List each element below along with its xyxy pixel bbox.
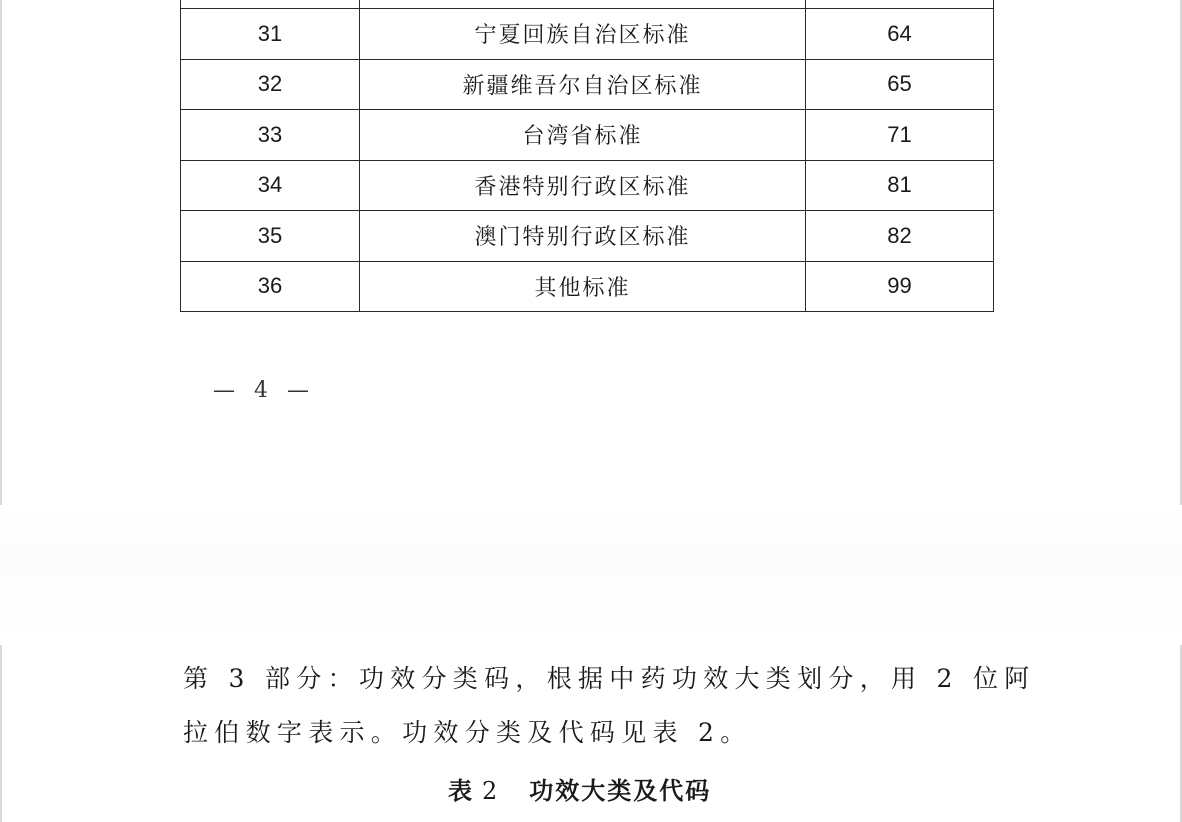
standards-code-table — [180, 0, 994, 312]
row-index: 36 — [181, 261, 360, 312]
table-caption-title: 功效大类及代码 — [529, 776, 712, 805]
row-index: 32 — [181, 59, 360, 110]
row-standard-name: 宁夏回族自治区标准 — [360, 9, 806, 60]
table-row — [181, 160, 994, 211]
table-row — [181, 211, 994, 262]
table-caption-number: 2 — [482, 777, 500, 805]
paragraph-line-1: 第 3 部分：功效分类码，根据中药功效大类划分，用 2 位阿 — [183, 664, 1036, 693]
table-row-partial — [181, 0, 994, 9]
row-code: 99 — [806, 261, 994, 312]
row-index: 33 — [181, 110, 360, 161]
row-index: 35 — [181, 211, 360, 262]
page-number: — 4 — — [213, 378, 315, 403]
paragraph-line-2: 拉伯数字表示。功效分类及代码见表 2。 — [183, 718, 752, 747]
row-standard-name: 其他标准 — [360, 261, 806, 312]
row-code: 82 — [806, 211, 994, 262]
row-standard-name: 澳门特别行政区标准 — [360, 211, 806, 262]
table-row — [181, 261, 994, 312]
page-break-gap — [0, 505, 1182, 645]
row-index: 34 — [181, 160, 360, 211]
row-index: 31 — [181, 9, 360, 60]
table-row — [181, 59, 994, 110]
row-standard-name: 台湾省标准 — [360, 110, 806, 161]
row-code: 71 — [806, 110, 994, 161]
table-caption — [448, 771, 711, 806]
row-code: 81 — [806, 160, 994, 211]
row-code: 64 — [806, 9, 994, 60]
table-row — [181, 110, 994, 161]
row-standard-name: 新疆维吾尔自治区标准 — [360, 59, 806, 110]
page-edge-left — [0, 0, 2, 822]
table-row — [181, 9, 994, 60]
row-standard-name: 香港特别行政区标准 — [360, 160, 806, 211]
row-code: 65 — [806, 59, 994, 110]
table-caption-label: 表 — [448, 776, 474, 805]
